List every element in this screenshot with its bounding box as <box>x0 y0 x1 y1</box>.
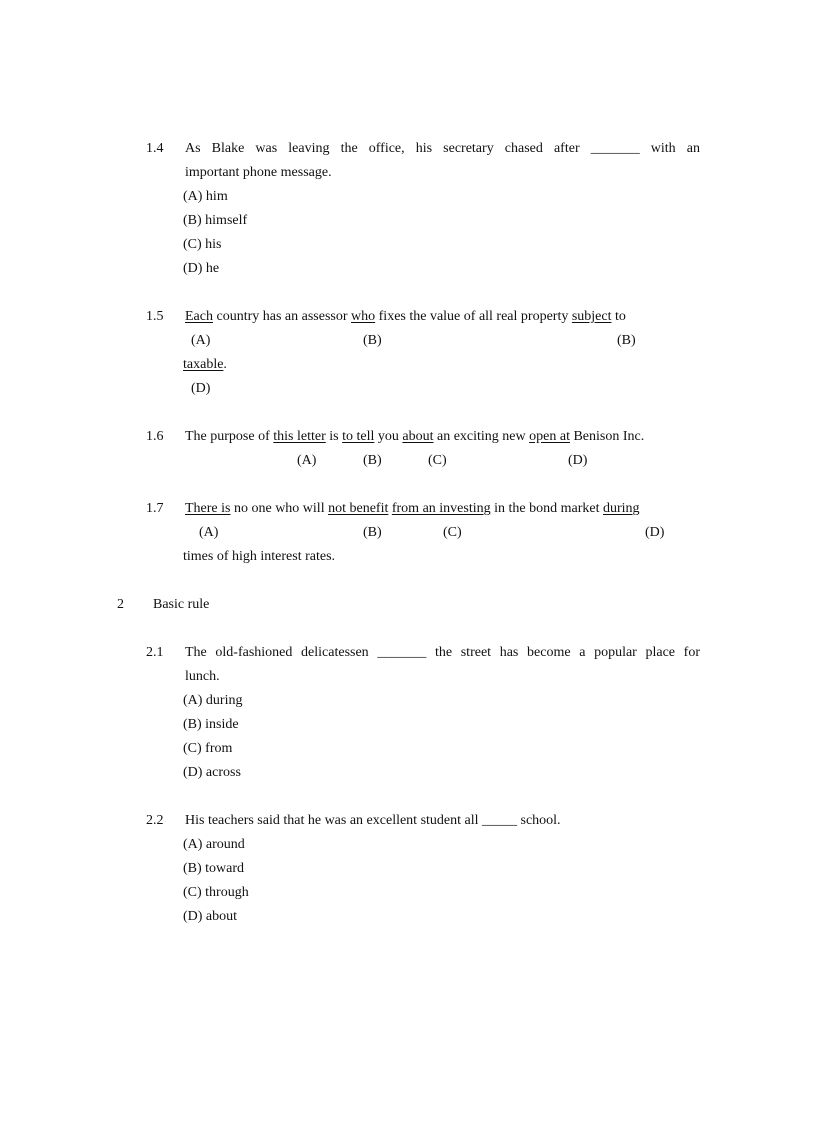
text-segment: The purpose of <box>185 429 274 444</box>
underlined-segment-b2: subject <box>571 309 612 324</box>
marker-a: (A) <box>199 525 219 540</box>
text-segment: Benison Inc. <box>569 429 645 444</box>
text-segment: an exciting new <box>433 429 530 444</box>
underlined-segment-d: open at <box>529 429 570 444</box>
section-number: 2 <box>117 597 124 612</box>
marker-d: (D) <box>191 381 211 396</box>
option-d: (D) about <box>183 909 238 924</box>
question-text: His teachers said that he was an excellent student all _____ school. <box>185 813 561 828</box>
option-b: (B) toward <box>183 861 245 876</box>
option-c: (C) his <box>183 237 222 252</box>
option-c: (C) through <box>183 885 249 900</box>
marker-d: (D) <box>645 525 665 540</box>
option-a: (A) him <box>183 189 228 204</box>
underlined-segment-a: Each <box>185 309 213 324</box>
question-text <box>185 428 644 446</box>
section-title: Basic rule <box>153 597 210 612</box>
text-segment: fixes the value of all real property <box>375 309 572 324</box>
option-b: (B) himself <box>183 213 248 228</box>
marker-a: (A) <box>191 333 211 348</box>
question-text: The old-fashioned delicatessen _______ the street has become a popular place for <box>185 645 700 660</box>
marker-c: (C) <box>428 453 447 468</box>
text-segment: in the bond market <box>490 501 603 516</box>
marker-a: (A) <box>297 453 317 468</box>
text-segment: to <box>611 309 626 324</box>
option-a: (A) during <box>183 693 243 708</box>
text-segment: no one who will <box>230 501 329 516</box>
question-text-continued: lunch. <box>185 669 220 684</box>
question-number: 1.5 <box>146 309 164 324</box>
underlined-segment-c: from an investing <box>391 501 491 516</box>
underlined-segment-b: who <box>351 309 376 324</box>
text-segment: country has an assessor <box>212 309 352 324</box>
underlined-segment-d: during <box>603 501 640 516</box>
text-segment: is <box>325 429 343 444</box>
question-text-continued <box>183 356 227 374</box>
question-number: 1.4 <box>146 141 164 156</box>
option-d: (D) across <box>183 765 241 780</box>
question-number: 1.7 <box>146 501 164 516</box>
question-number: 2.1 <box>146 645 164 660</box>
marker-b: (B) <box>363 525 382 540</box>
question-number: 2.2 <box>146 813 164 828</box>
option-a: (A) around <box>183 837 245 852</box>
underlined-segment-a: this letter <box>273 429 326 444</box>
question-text-continued: important phone message. <box>185 165 332 180</box>
question-text <box>185 308 626 326</box>
marker-b: (B) <box>363 453 382 468</box>
marker-c: (C) <box>443 525 462 540</box>
underlined-segment-d: taxable <box>183 357 224 372</box>
underlined-segment-b: to tell <box>342 429 375 444</box>
question-text-continued: times of high interest rates. <box>183 549 336 564</box>
option-d: (D) he <box>183 261 220 276</box>
text-segment: you <box>374 429 403 444</box>
option-b: (B) inside <box>183 717 239 732</box>
underlined-segment-c: about <box>402 429 434 444</box>
question-text <box>185 500 640 518</box>
marker-d: (D) <box>568 453 588 468</box>
question-text: As Blake was leaving the office, his secretary chased after _______ with an <box>185 141 700 156</box>
text-segment: . <box>223 357 227 372</box>
option-c: (C) from <box>183 741 233 756</box>
marker-b-second: (B) <box>617 333 636 348</box>
underlined-segment-b: not benefit <box>328 501 389 516</box>
question-number: 1.6 <box>146 429 164 444</box>
marker-b: (B) <box>363 333 382 348</box>
underlined-segment-a: There is <box>185 501 231 516</box>
